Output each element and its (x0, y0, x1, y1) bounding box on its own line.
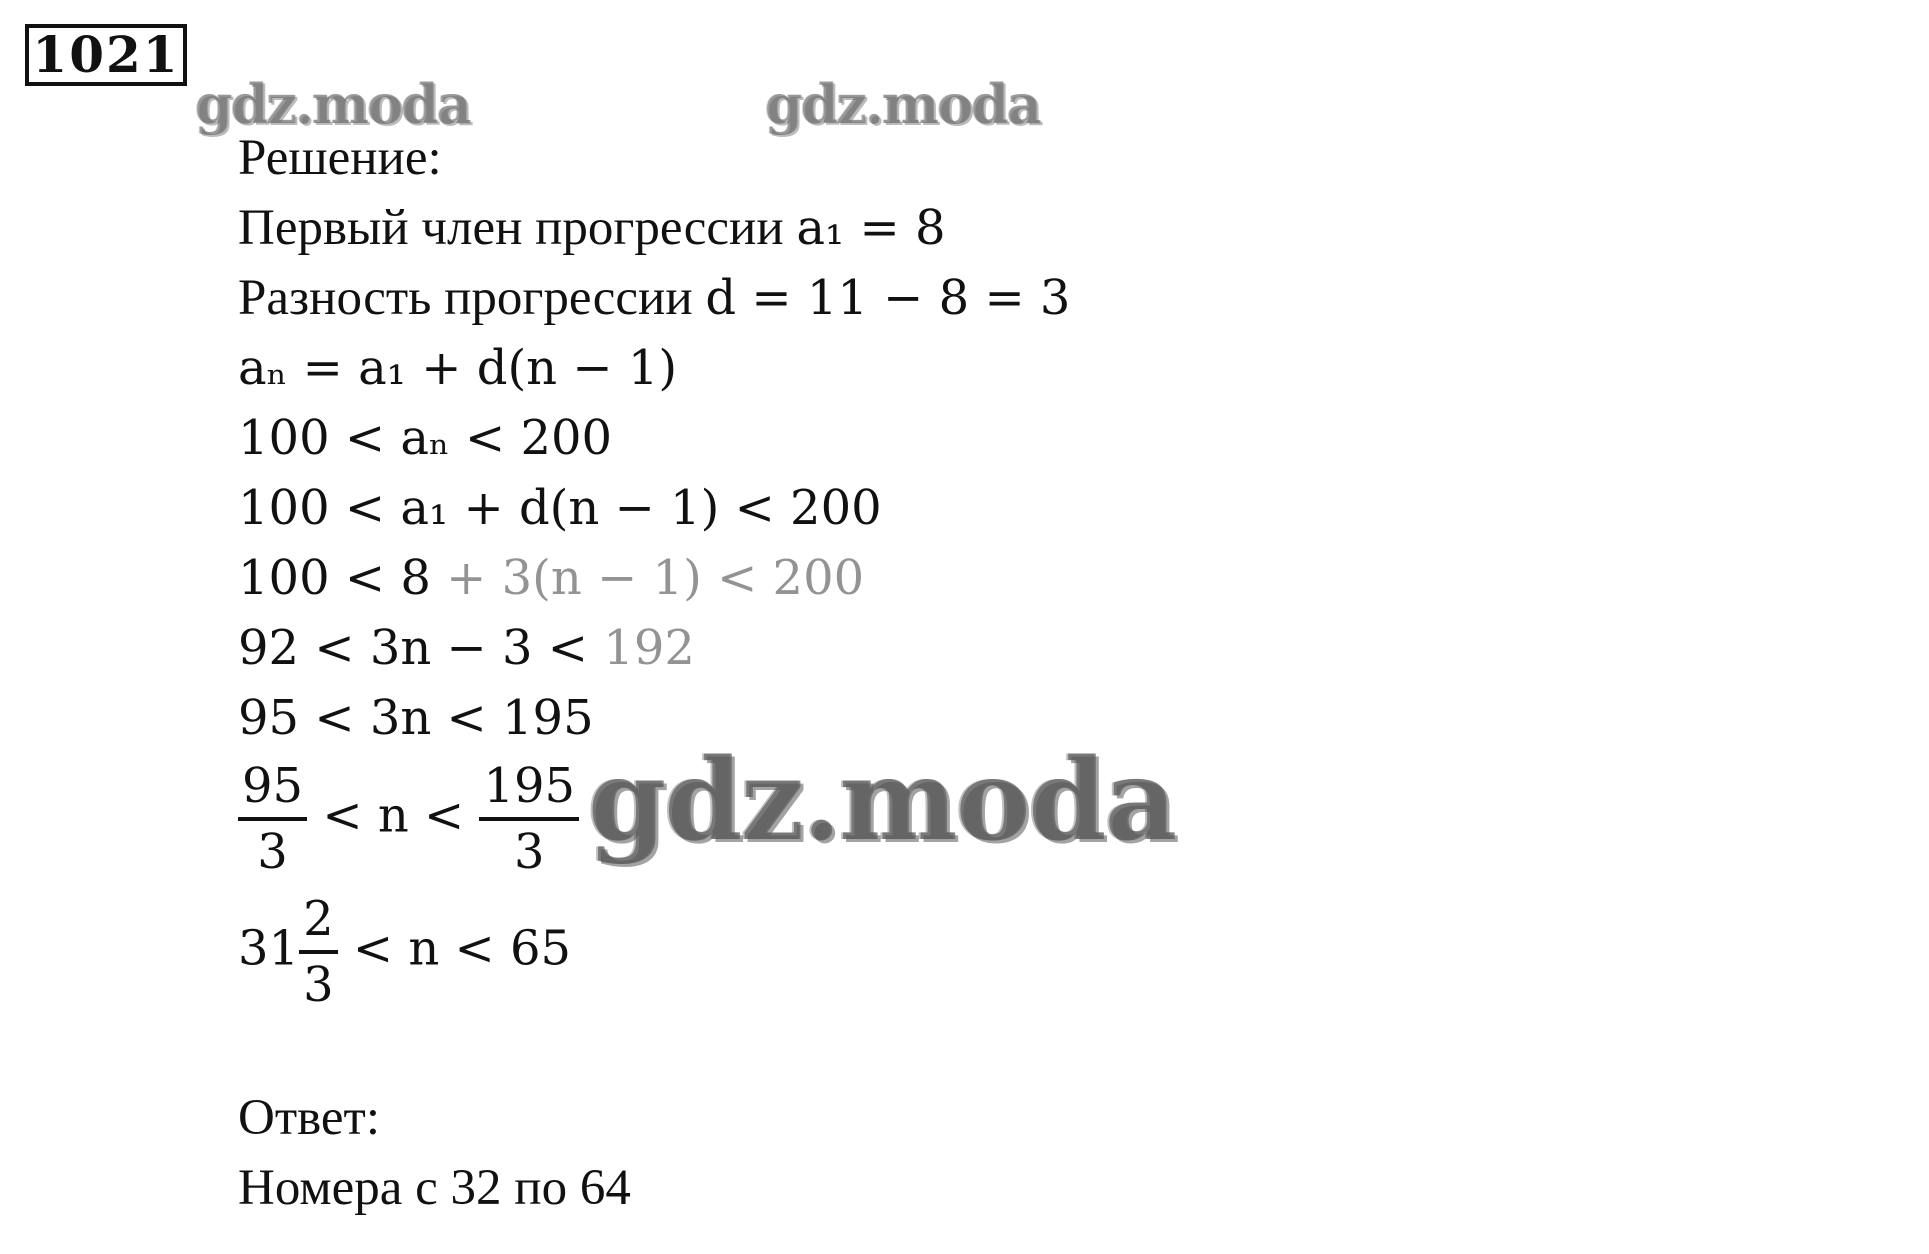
watermark: gdz.moda (765, 72, 1040, 136)
problem-number: 1021 (25, 24, 187, 86)
fraction-left-denominator: 3 (257, 824, 288, 880)
difference-label: Разность прогрессии (238, 270, 706, 326)
solution-heading: Решение: (238, 130, 442, 186)
answer-text: Номера с 32 по 64 (238, 1160, 631, 1216)
mixed-rest: < n < 65 (337, 920, 572, 977)
fraction-inequality (238, 755, 579, 883)
fraction-left-numerator: 95 (238, 755, 307, 821)
inequality-2: 100 < a₁ + d(n − 1) < 200 (238, 480, 882, 536)
mixed-whole: 31 (238, 920, 300, 977)
inequality-4-left: 92 < 3n − 3 < (238, 620, 604, 676)
mixed-fraction (299, 888, 338, 1016)
inequality-3 (238, 548, 864, 608)
mixed-numerator: 2 (299, 888, 338, 954)
first-term-formula: a₁ = 8 (796, 200, 946, 256)
inequality-4-right: 192 (603, 620, 695, 676)
fraction-right (479, 755, 579, 883)
first-term-label: Первый член прогрессии (238, 200, 797, 256)
fraction-right-numerator: 195 (479, 755, 579, 821)
inequality-3-right: + 3(n − 1) < 200 (446, 550, 865, 606)
first-term-line (238, 198, 946, 258)
difference-formula: d = 11 − 8 = 3 (705, 270, 1071, 326)
fraction-right-denominator: 3 (514, 824, 545, 880)
nth-term-formula: aₙ = a₁ + d(n − 1) (238, 340, 678, 396)
fraction-middle: < n < (307, 787, 480, 844)
watermark: gdz.moda (195, 72, 470, 136)
difference-line (238, 268, 1070, 328)
answer-label: Ответ: (238, 1090, 380, 1146)
watermark: gdz.moda (588, 735, 1176, 866)
fraction-left (238, 755, 307, 883)
mixed-number-inequality (238, 888, 571, 1016)
inequality-4 (238, 618, 695, 678)
inequality-5: 95 < 3n < 195 (238, 690, 594, 746)
inequality-3-left: 100 < 8 (238, 550, 447, 606)
inequality-1: 100 < aₙ < 200 (238, 410, 613, 466)
mixed-denominator: 3 (303, 957, 334, 1013)
